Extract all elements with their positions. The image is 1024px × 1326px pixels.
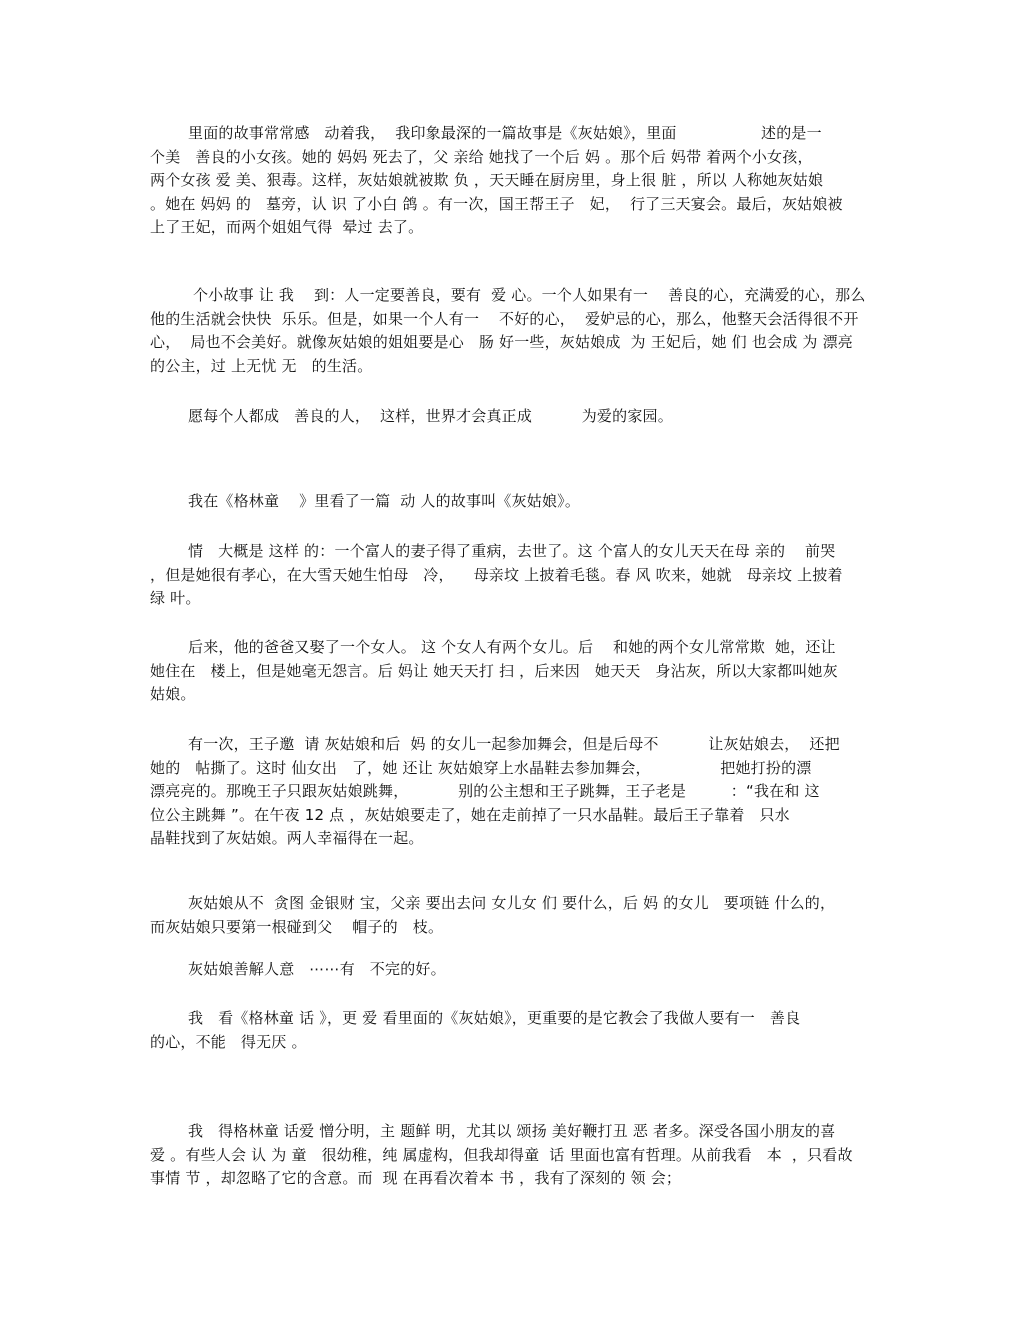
paragraph: 情 大概是 这样 的：一个富人的妻子得了重病，去世了。这 个富人的女儿天天在母 亲的 前哭 ，但是她很有孝心，在大雪天她生怕母 冷， 母亲坟 上披着毛毯。春 风 吹来，她就 母亲坟 上披着 绿 叶。 <box>150 542 843 607</box>
paragraph: 我 得格林童 话爱 憎分明，主 题鲜 明，尤其以 颂扬 美好鞭打丑 恶 者多。深受各国小朋友的喜 爱 。有些人会 认 为 童 很幼稚，纯 属虚构，但我却得童 话 里面也富有哲理。从前我看 本 ，只看故 事情 节 ，却忽略了它的含意。而 现 在再看次着本 书 ，我有了深刻的 领 会； <box>150 1122 853 1187</box>
paragraph: 里面的故事常常感 动着我， 我印象最深的一篇故事是《灰姑娘》，里面 述的是一 个美 善良的小女孩。她的 妈妈 死去了，父 亲给 她找了一个后 妈 。那个后 妈带 着两个小女孩， 两个女孩 爱 美、狠毒。这样，灰姑娘就被欺 负 ，天天睡在厨房里，身上很 脏 ，所以 人称她灰姑娘 。她在 妈妈 的 墓旁，认 识 了小白 鸽 。有一次，国王帮王子 妃， 行了三天宴会。最后，灰姑娘被 上了王妃，而两个姐姐气得 晕过 去了。 <box>150 124 843 236</box>
paragraph: 我在《格林童 》里看了一篇 动 人的故事叫《灰姑娘》。 <box>188 492 581 510</box>
paragraph: 有一次，王子邀 请 灰姑娘和后 妈 的女儿一起参加舞会，但是后母不 让灰姑娘去， 还把 她的 帖撕了。这时 仙女出 了，她 还让 灰姑娘穿上水晶鞋去参加舞会， 把她打扮的漂 漂亮亮的。那晚王子只跟灰姑娘跳舞， 别的公主想和王子跳舞，王子老是 ：“我在和 这 位公主跳舞 ”。在午夜 12 点 ，灰姑娘要走了，她在走前掉了一只水晶鞋。最后王子靠着 只水 晶鞋找到了灰姑娘。两人幸福得在一起。 <box>150 735 840 847</box>
paragraph: 后来，他的爸爸又娶了一个女人。 这 个女人有两个女儿。后 和她的两个女儿常常欺 她，还让 她住在 楼上，但是她毫无怨言。后 妈让 她天天打 扫 ，后来因 她天天 身沾灰，所以大家都叫她灰 姑娘。 <box>150 638 838 703</box>
paragraph: 我 看《格林童 话 》，更 爱 看里面的《灰姑娘》，更重要的是它教会了我做人要有一 善良 的心，不能 得无厌 。 <box>150 1009 801 1051</box>
paragraph: 个小故事 让 我 到：人一定要善良，要有 爱 心。一个人如果有一 善良的心，充满爱的心，那么 他的生活就会快快 乐乐。但是，如果一个人有一 不好的心， 爱妒忌的心，那么，他整天会活得很不开 心， 局也不会美好。就像灰姑娘的姐姐要是心 肠 好一些，灰姑娘成 为 王妃后，她 们 也会成 为 漂亮 的公主，过 上无忧 无 的生活。 <box>150 286 866 375</box>
paragraph: 灰姑娘从不 贪图 金银财 宝，父亲 要出去问 女儿女 们 要什么，后 妈 的女儿 要项链 什么的， 而灰姑娘只要第一根碰到父 帽子的 枝。 <box>150 894 836 936</box>
paragraph: 愿每个人都成 善良的人， 这样，世界才会真正成 为爱的家园。 <box>188 407 673 425</box>
paragraph: 灰姑娘善解人意 ⋯⋯有 不完的好。 <box>188 960 446 978</box>
